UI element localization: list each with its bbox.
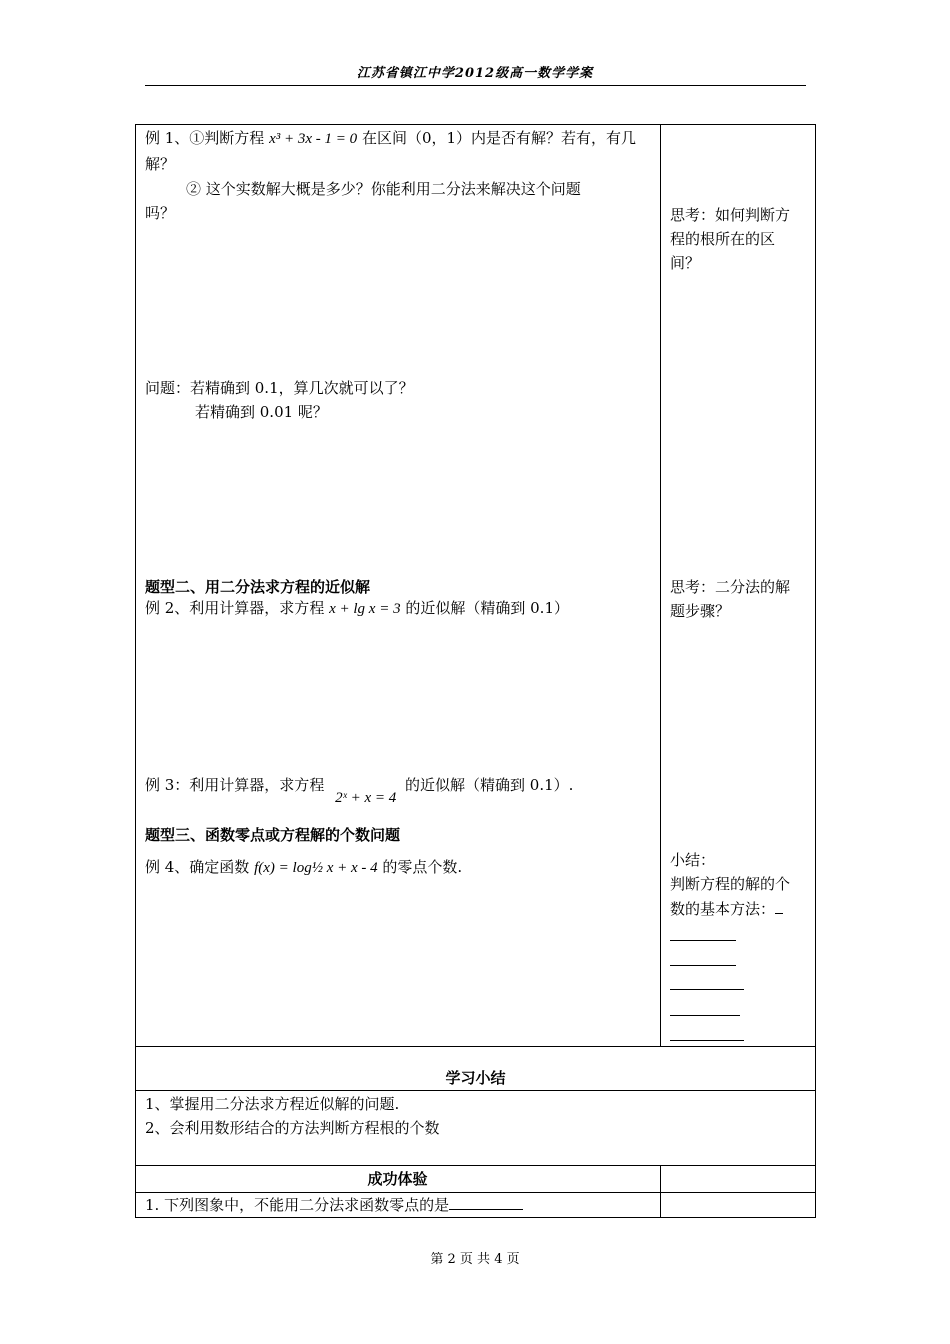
type2-title: 题型二、用二分法求方程的近似解 [145, 578, 371, 596]
example2-equation: x + lg x = 3 [329, 601, 401, 617]
column-divider [660, 124, 661, 1046]
row-divider [135, 1165, 816, 1166]
example1-rest: 在区间（0，1）内是否有解？若有，有几 [361, 129, 637, 147]
example4-suffix: 的零点个数. [382, 858, 463, 876]
side-note3-text: 数的基本方法： [670, 900, 776, 918]
example2-suffix: 的近似解（精确到 0.1） [405, 599, 569, 617]
answer-blank [670, 1015, 740, 1016]
example1-line4: 吗？ [145, 204, 176, 222]
page-footer: 第 2 页 共 4 页 [430, 1252, 520, 1267]
main-table [135, 124, 816, 1218]
side-note1-line: 思考：如何判断方 [670, 206, 791, 224]
example3-equation: 2ˣ + x = 4 [335, 790, 397, 806]
example1-prefix: 例 1、①判断方程 [145, 129, 265, 147]
side-note2-line: 题步骤？ [670, 602, 731, 620]
column-divider [660, 1165, 661, 1218]
example4-prefix: 例 4、确定函数 [145, 858, 250, 876]
example3-suffix: 的近似解（精确到 0.1）. [405, 776, 574, 794]
answer-blank [670, 989, 744, 990]
example3-prefix: 例 3：利用计算器，求方程 [145, 776, 325, 794]
example1-line2: 解？ [145, 155, 176, 173]
row-divider [135, 1046, 816, 1047]
answer-blank [775, 913, 783, 914]
side-note2-line: 思考：二分法的解 [670, 578, 791, 596]
row-divider [135, 1090, 816, 1091]
success-question1 [145, 1193, 523, 1217]
answer-blank [670, 965, 736, 966]
example1-line1 [145, 126, 636, 151]
success-title: 成功体验 [367, 1170, 428, 1188]
summary-title: 学习小结 [445, 1069, 506, 1087]
header-rule [145, 85, 806, 86]
example4-equation: f(x) = log½ x + x - 4 [254, 860, 378, 876]
example3-line [145, 773, 574, 806]
side-note3-line: 小结： [670, 851, 716, 869]
question-line2: 若精确到 0.01 呢？ [195, 403, 328, 421]
example2-line [145, 596, 569, 621]
side-note3-line [670, 897, 783, 921]
summary-item: 2、会利用数形结合的方法判断方程根的个数 [145, 1119, 440, 1137]
side-note3-line: 判断方程的解的个 [670, 875, 791, 893]
summary-item: 1、掌握用二分法求方程近似解的问题. [145, 1095, 400, 1113]
answer-blank [449, 1209, 523, 1210]
page-header: 江苏省镇江中学2012级高一数学学案 [356, 66, 594, 81]
side-note1-line: 程的根所在的区 [670, 230, 776, 248]
example2-prefix: 例 2、利用计算器，求方程 [145, 599, 325, 617]
answer-blank [670, 940, 736, 941]
side-note1-line: 间？ [670, 254, 701, 272]
question1-text: 1. 下列图象中，不能用二分法求函数零点的是 [145, 1196, 450, 1214]
example1-line3: ② 这个实数解大概是多少？你能利用二分法来解决这个问题 [186, 180, 581, 198]
answer-blank [670, 1040, 744, 1041]
example1-equation: x³ + 3x - 1 = 0 [269, 131, 358, 147]
example4-line [145, 855, 462, 880]
type3-title: 题型三、函数零点或方程解的个数问题 [145, 826, 401, 844]
question-line1: 问题：若精确到 0.1，算几次就可以了？ [145, 379, 414, 397]
